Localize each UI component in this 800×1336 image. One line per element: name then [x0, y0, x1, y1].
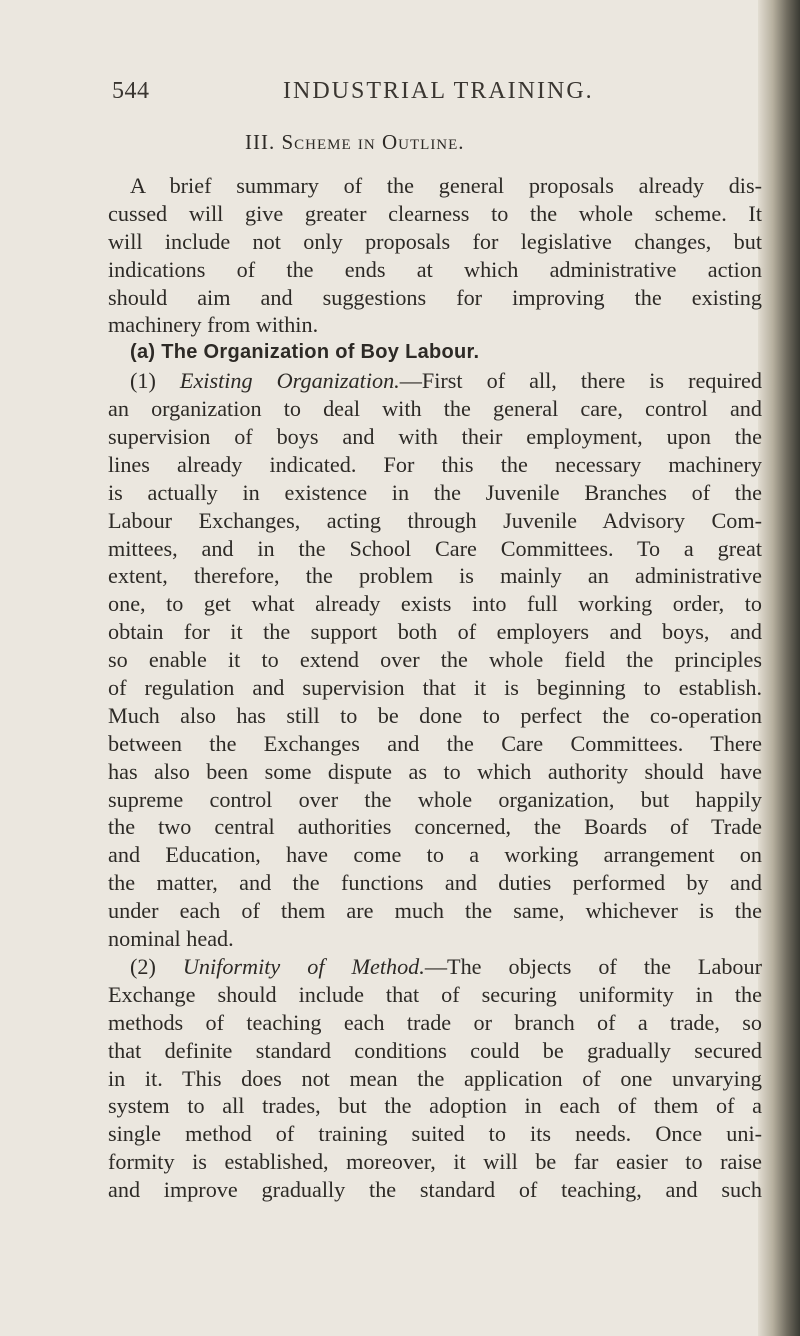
text-line: under each of them are much the same, whichever is the	[108, 898, 762, 924]
text-line: Exchange should include that of securing uniformity in the	[108, 981, 762, 1007]
body-text	[108, 172, 762, 1204]
text-line: the matter, and the functions and duties performed by and	[108, 870, 762, 896]
text-line: obtain for it the support both of employers and boys, and	[108, 619, 762, 645]
text-line: system to all trades, but the adoption in each of them of a	[108, 1093, 762, 1119]
text-line: and improve gradually the standard of teaching, and such	[108, 1177, 762, 1203]
paragraph-heading-line	[108, 953, 762, 981]
text-line: an organization to deal with the general care, control and	[108, 396, 762, 422]
running-head	[0, 78, 760, 112]
page-number: 544	[112, 78, 150, 104]
text-line: and Education, have come to a working arrangement on	[108, 842, 762, 868]
paragraph-title: Existing Organization.	[179, 368, 400, 394]
page-edge-shadow	[758, 0, 800, 1336]
text-line: A brief summary of the general proposals already dis-	[130, 173, 762, 198]
text-line: supreme control over the whole organization, but happily	[108, 786, 762, 812]
text-line: lines already indicated. For this the necessary machinery	[108, 451, 762, 477]
text-line: mittees, and in the School Care Committees. To a great	[108, 535, 762, 561]
text-line: will include not only proposals for legislative changes, but	[108, 228, 762, 254]
text-line: machinery from within.	[108, 312, 319, 338]
text-line: between the Exchanges and the Care Committees. There	[108, 730, 762, 756]
running-title: INDUSTRIAL TRAINING.	[283, 78, 594, 104]
text-line: one, to get what already exists into full working order, to	[108, 591, 762, 617]
text-line: cussed will give greater clearness to the whole scheme. It	[108, 200, 762, 226]
paragraph-title: Uniformity of Method.	[182, 953, 425, 979]
text-line: formity is established, moreover, it will be far easier to raise	[108, 1149, 762, 1175]
text-line: the two central authorities concerned, the Boards of Trade	[108, 814, 762, 840]
paragraph-number: (1)	[130, 368, 180, 394]
section-heading	[245, 130, 465, 155]
paragraph-number: (2)	[130, 953, 183, 979]
text-line: should aim and suggestions for improving the existing	[108, 284, 762, 310]
text-line: that definite standard conditions could be gradually secured	[108, 1037, 762, 1063]
text-line: of regulation and supervision that it is beginning to establish.	[108, 675, 762, 701]
text-line: is actually in existence in the Juvenile Branches of the	[108, 479, 762, 505]
section-numeral: III.	[245, 130, 276, 154]
text-line: so enable it to extend over the whole field the principles	[108, 647, 762, 673]
text-line: has also been some dispute as to which authority should have	[108, 758, 762, 784]
text-line: indications of the ends at which administrative action	[108, 256, 762, 282]
section-title: Scheme in Outline.	[281, 130, 465, 154]
text-line: extent, therefore, the problem is mainly an administrative	[108, 563, 762, 589]
text-line: Much also has still to be done to perfect the co-operation	[108, 702, 762, 728]
paragraph-text: —The objects of the Labour	[424, 953, 762, 979]
text-line: methods of teaching each trade or branch of a trade, so	[108, 1009, 762, 1035]
text-line: Labour Exchanges, acting through Juvenile Advisory Com-	[108, 507, 762, 533]
text-line: in it. This does not mean the application of one unvarying	[108, 1065, 762, 1091]
text-line: supervision of boys and with their employment, upon the	[108, 424, 762, 450]
text-line: single method of training suited to its needs. Once uni-	[108, 1121, 762, 1147]
paragraph-text: —First of all, there is required	[399, 368, 762, 394]
paragraph-heading-line	[108, 367, 762, 395]
subsection-heading: (a) The Organization of Boy Labour.	[130, 341, 480, 364]
text-line: nominal head.	[108, 926, 234, 952]
